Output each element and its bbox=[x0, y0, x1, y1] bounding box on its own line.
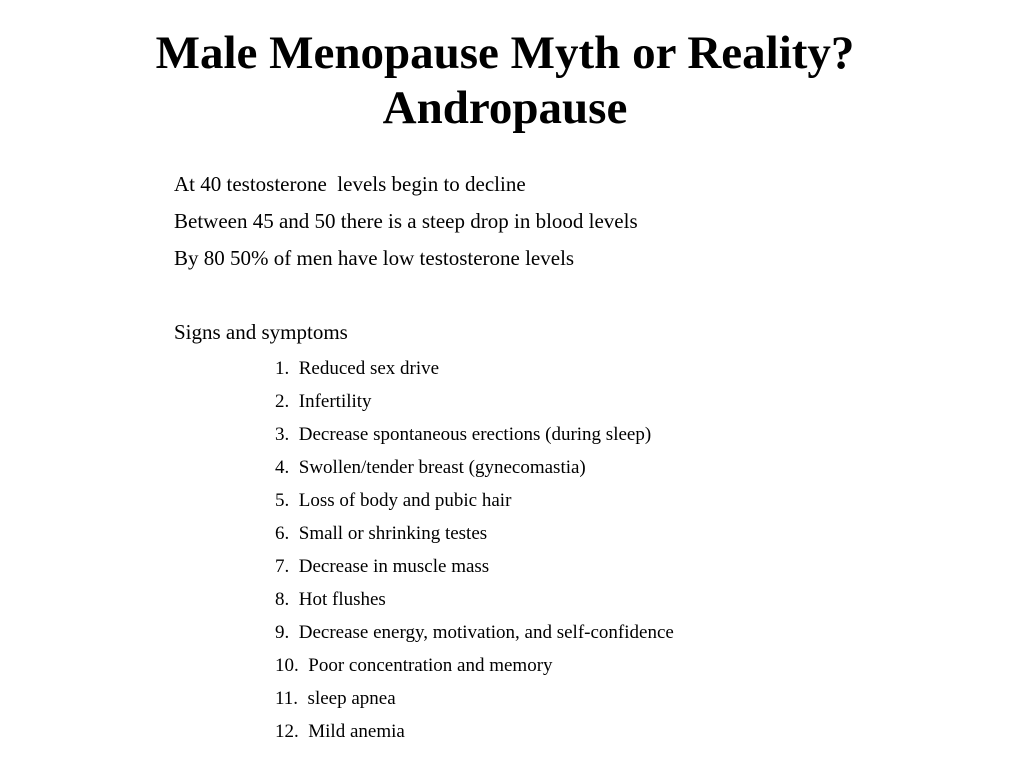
symptom-item: 9. Decrease energy, motivation, and self-confidence bbox=[275, 622, 674, 643]
symptom-item: 12. Mild anemia bbox=[275, 721, 405, 742]
symptom-item: 6. Small or shrinking testes bbox=[275, 523, 488, 544]
title-line-2: Andropause bbox=[382, 82, 628, 134]
fact-item: At 40 testosterone levels begin to decline bbox=[174, 172, 526, 196]
title-line-1: Male Menopause Myth or Reality? bbox=[155, 27, 855, 79]
symptom-item: 11. sleep apnea bbox=[275, 688, 396, 709]
facts-list bbox=[174, 169, 638, 280]
signs-heading: Signs and symptoms bbox=[174, 320, 348, 344]
symptom-item: 8. Hot flushes bbox=[275, 589, 386, 610]
fact-item: By 80 50% of men have low testosterone levels bbox=[174, 246, 575, 270]
symptom-item: 2. Infertility bbox=[275, 391, 372, 412]
symptom-item: 5. Loss of body and pubic hair bbox=[275, 490, 512, 511]
symptom-item: 7. Decrease in muscle mass bbox=[275, 556, 490, 577]
symptom-item: 1. Reduced sex drive bbox=[275, 358, 440, 379]
symptom-item: 3. Decrease spontaneous erections (during sleep) bbox=[275, 424, 652, 445]
symptoms-list bbox=[275, 355, 674, 751]
fact-item: Between 45 and 50 there is a steep drop in blood levels bbox=[174, 209, 638, 233]
slide-title bbox=[0, 26, 1010, 136]
symptom-item: 10. Poor concentration and memory bbox=[275, 655, 553, 676]
symptom-item: 4. Swollen/tender breast (gynecomastia) bbox=[275, 457, 586, 478]
